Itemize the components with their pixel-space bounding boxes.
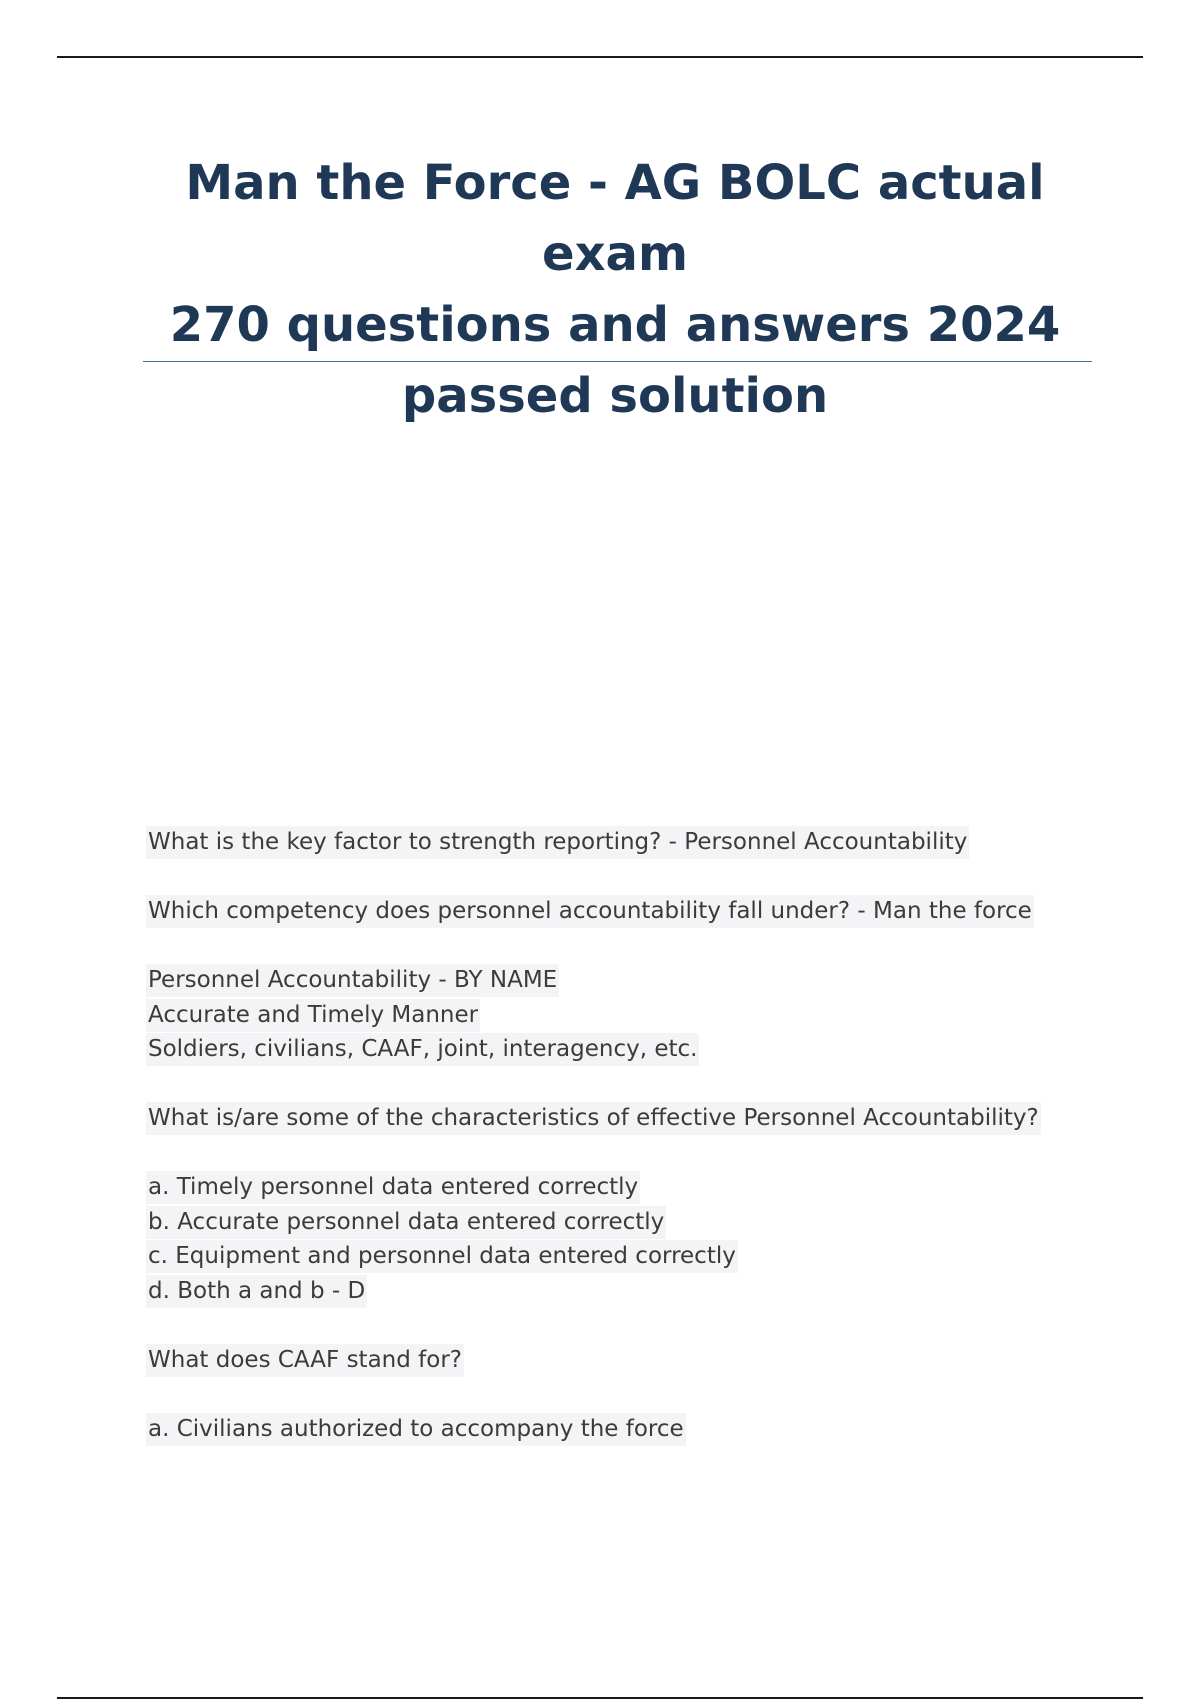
qa-line (146, 1344, 1146, 1379)
top-rule (57, 56, 1143, 58)
title-underline (143, 361, 1092, 362)
option-a: a. Timely personnel data entered correctly (146, 1171, 640, 1204)
question-strength-reporting: What is the key factor to strength reporting? - Personnel Accountability (146, 826, 969, 859)
option-c: c. Equipment and personnel data entered correctly (146, 1240, 738, 1273)
qa-line (146, 826, 1146, 861)
option-line (146, 1206, 1146, 1241)
question-competency: Which competency does personnel accountability fall under? - Man the force (146, 895, 1034, 928)
answer-caaf: a. Civilians authorized to accompany the force (146, 1413, 686, 1446)
paragraph-gap (146, 1137, 1146, 1172)
question-characteristics: What is/are some of the characteristics of effective Personnel Accountability? (146, 1102, 1041, 1135)
document-body (146, 826, 1146, 1447)
question-caaf: What does CAAF stand for? (146, 1344, 464, 1377)
qa-line (146, 895, 1146, 930)
bottom-rule (57, 1697, 1143, 1699)
qa-line (146, 964, 1146, 999)
term-detail-scope: Soldiers, civilians, CAAF, joint, interagency, etc. (146, 1033, 699, 1066)
option-b: b. Accurate personnel data entered correctly (146, 1206, 666, 1239)
paragraph-gap (146, 1309, 1146, 1344)
title-line-1: Man the Force - AG BOLC actual exam (185, 155, 1045, 282)
title-line-2: 270 questions and answers 2024 (169, 297, 1061, 353)
term-personnel-accountability: Personnel Accountability - BY NAME (146, 964, 559, 997)
title-line-3: passed solution (401, 368, 829, 424)
paragraph-gap (146, 1068, 1146, 1103)
paragraph-gap (146, 930, 1146, 965)
qa-line (146, 1033, 1146, 1068)
option-d-answer: d. Both a and b - D (146, 1275, 367, 1308)
option-line (146, 1275, 1146, 1310)
qa-line (146, 999, 1146, 1034)
term-detail-manner: Accurate and Timely Manner (146, 999, 480, 1032)
option-line (146, 1171, 1146, 1206)
document-title (145, 148, 1085, 432)
paragraph-gap (146, 1378, 1146, 1413)
paragraph-gap (146, 861, 1146, 896)
qa-line (146, 1102, 1146, 1137)
option-line (146, 1240, 1146, 1275)
option-line (146, 1413, 1146, 1448)
